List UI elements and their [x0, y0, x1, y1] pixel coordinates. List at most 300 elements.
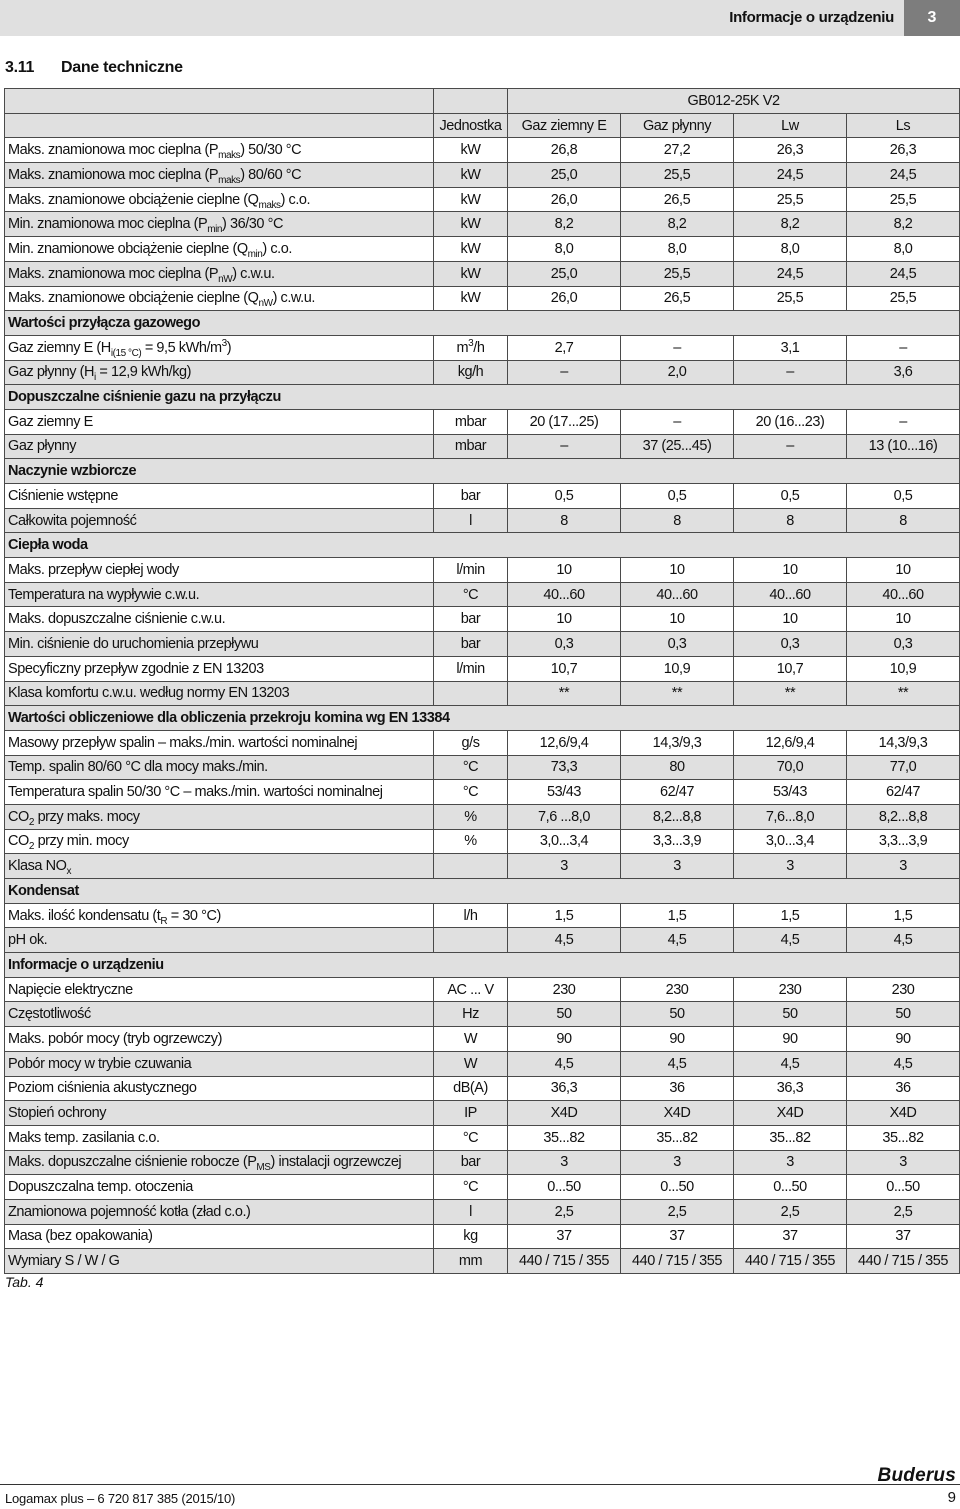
value-cell: –: [847, 409, 960, 434]
unit-cell: [434, 854, 508, 879]
unit-cell: kW: [434, 163, 508, 188]
parameter-label: [5, 138, 434, 163]
value-cell: 26,5: [621, 187, 734, 212]
value-cell: 25,0: [508, 261, 621, 286]
value-cell: 8: [734, 508, 847, 533]
value-cell: 4,5: [621, 1051, 734, 1076]
value-cell: 4,5: [508, 928, 621, 953]
value-cell: 40...60: [847, 582, 960, 607]
value-cell: 8,2...8,8: [847, 804, 960, 829]
text-part: Masa (bez opakowania): [8, 1228, 153, 1245]
parameter-label: [5, 730, 434, 755]
parameter-label: [5, 632, 434, 657]
parameter-label: [5, 335, 434, 360]
value-cell: X4D: [847, 1101, 960, 1126]
subscript: min: [247, 248, 263, 260]
parameter-label: [5, 1125, 434, 1150]
table-row: [5, 1150, 960, 1175]
subscript: x: [66, 866, 72, 878]
table-header-parameter: [5, 113, 434, 138]
table-row: [5, 582, 960, 607]
unit-cell: [434, 681, 508, 706]
parameter-label: [5, 286, 434, 311]
value-cell: 26,0: [508, 187, 621, 212]
text-part: Dopuszczalne ciśnienie gazu na przyłączu: [8, 389, 281, 406]
parameter-label: [5, 829, 434, 854]
value-cell: 3,0...3,4: [508, 829, 621, 854]
section-header-label: [5, 459, 960, 484]
subscript: maks: [218, 150, 241, 162]
value-cell: 3: [734, 1150, 847, 1175]
value-cell: 0,5: [847, 484, 960, 509]
section-header-row: [5, 953, 960, 978]
text-part: Maks. dopuszczalne ciśnienie c.w.u.: [8, 611, 226, 628]
text-part: Stopień ochrony: [8, 1105, 107, 1122]
section-header-row: [5, 459, 960, 484]
column-header-ls: Ls: [847, 113, 960, 138]
text-part: Gaz ziemny E (H: [8, 339, 111, 356]
value-cell: X4D: [621, 1101, 734, 1126]
table-row: [5, 829, 960, 854]
parameter-label: [5, 804, 434, 829]
table-row: [5, 780, 960, 805]
value-cell: 4,5: [847, 1051, 960, 1076]
text-part: /h: [473, 339, 485, 356]
column-header-natural-gas: Gaz ziemny E: [508, 113, 621, 138]
table-header-unit-spacer: [434, 89, 508, 114]
table-row: [5, 1199, 960, 1224]
value-cell: 36: [847, 1076, 960, 1101]
value-cell: 10,9: [847, 656, 960, 681]
table-row: [5, 558, 960, 583]
unit-cell: kW: [434, 138, 508, 163]
value-cell: 26,0: [508, 286, 621, 311]
section-header-row: [5, 311, 960, 336]
unit-cell: %: [434, 804, 508, 829]
value-cell: 40...60: [508, 582, 621, 607]
value-cell: **: [734, 681, 847, 706]
unit-cell: l/min: [434, 558, 508, 583]
value-cell: 50: [508, 1002, 621, 1027]
text-part: ) c.w.u.: [232, 265, 275, 282]
parameter-label: [5, 854, 434, 879]
parameter-label: [5, 1101, 434, 1126]
value-cell: 62/47: [621, 780, 734, 805]
value-cell: **: [847, 681, 960, 706]
value-cell: 25,5: [734, 187, 847, 212]
unit-cell: kW: [434, 187, 508, 212]
value-cell: 53/43: [734, 780, 847, 805]
text-part: ): [226, 339, 232, 356]
table-row: [5, 409, 960, 434]
table-row: [5, 261, 960, 286]
value-cell: 8,2: [847, 212, 960, 237]
text-part: ) c.w.u.: [272, 290, 315, 307]
unit-cell: bar: [434, 1150, 508, 1175]
unit-cell: g/s: [434, 730, 508, 755]
value-cell: 4,5: [508, 1051, 621, 1076]
buderus-logo: Buderus: [877, 1465, 956, 1486]
unit-cell: dB(A): [434, 1076, 508, 1101]
unit-cell: l/min: [434, 656, 508, 681]
text-part: Wartości obliczeniowe dla obliczenia przekroju komina wg EN 13384: [8, 710, 450, 727]
value-cell: 1,5: [621, 903, 734, 928]
value-cell: 25,5: [734, 286, 847, 311]
value-cell: 0,3: [508, 632, 621, 657]
value-cell: 37: [508, 1224, 621, 1249]
value-cell: 50: [621, 1002, 734, 1027]
subscript: R: [160, 915, 168, 927]
text-part: Ciepła woda: [8, 537, 88, 554]
text-part: = 9,5 kWh/m: [141, 339, 222, 356]
text-part: Ciśnienie wstępne: [8, 487, 119, 504]
unit-cell: bar: [434, 632, 508, 657]
value-cell: 440 / 715 / 355: [847, 1249, 960, 1274]
unit-cell: °C: [434, 582, 508, 607]
table-row: [5, 484, 960, 509]
value-cell: 8: [847, 508, 960, 533]
value-cell: 26,8: [508, 138, 621, 163]
text-part: Gaz płynny (H: [8, 364, 95, 381]
section-header-row: [5, 533, 960, 558]
unit-cell: mbar: [434, 434, 508, 459]
value-cell: 8,0: [734, 237, 847, 262]
value-cell: 3: [847, 854, 960, 879]
value-cell: 4,5: [734, 928, 847, 953]
text-part: Gaz płynny: [8, 438, 77, 455]
section-header-label: [5, 385, 960, 410]
unit-cell: l: [434, 1199, 508, 1224]
parameter-label: [5, 656, 434, 681]
value-cell: 35...82: [508, 1125, 621, 1150]
text-part: Min. ciśnienie do uruchomienia przepływu: [8, 635, 259, 652]
header-section-title: Informacje o urządzeniu: [729, 9, 894, 26]
table-row: [5, 1076, 960, 1101]
text-part: Maks. przepływ ciepłej wody: [8, 561, 179, 578]
value-cell: 90: [508, 1027, 621, 1052]
text-part: Kondensat: [8, 882, 79, 899]
unit-cell: kW: [434, 212, 508, 237]
value-cell: 7,6...8,0: [734, 804, 847, 829]
text-part: Poziom ciśnienia akustycznego: [8, 1080, 197, 1097]
value-cell: 230: [734, 977, 847, 1002]
value-cell: 8,0: [621, 237, 734, 262]
table-row: [5, 212, 960, 237]
value-cell: 24,5: [734, 163, 847, 188]
unit-cell: bar: [434, 484, 508, 509]
value-cell: 2,5: [734, 1199, 847, 1224]
text-part: Maks. znamionowe obciążenie cieplne (Q: [8, 191, 259, 208]
section-header-label: [5, 533, 960, 558]
value-cell: 35...82: [621, 1125, 734, 1150]
value-cell: 37: [734, 1224, 847, 1249]
section-header-row: [5, 879, 960, 904]
value-cell: 26,3: [847, 138, 960, 163]
value-cell: 8,2: [621, 212, 734, 237]
value-cell: 40...60: [734, 582, 847, 607]
text-part: Informacje o urządzeniu: [8, 956, 164, 973]
table-row: [5, 508, 960, 533]
value-cell: 13 (10...16): [847, 434, 960, 459]
text-part: Min. znamionowa moc cieplna (P: [8, 216, 208, 233]
value-cell: –: [734, 434, 847, 459]
text-part: ) c.o.: [280, 191, 311, 208]
text-part: Całkowita pojemność: [8, 512, 137, 529]
text-part: Klasa komfortu c.w.u. według normy EN 13203: [8, 685, 290, 702]
table-row: [5, 1027, 960, 1052]
table-row: [5, 187, 960, 212]
value-cell: 0,5: [734, 484, 847, 509]
text-part: ) instalacji ogrzewczej: [270, 1154, 402, 1171]
table-row: [5, 854, 960, 879]
value-cell: 10,7: [734, 656, 847, 681]
value-cell: 36,3: [508, 1076, 621, 1101]
value-cell: 25,5: [847, 286, 960, 311]
value-cell: 10: [508, 558, 621, 583]
text-part: ) 50/30 °C: [240, 142, 302, 159]
value-cell: 3: [621, 1150, 734, 1175]
value-cell: 2,7: [508, 335, 621, 360]
table-model-header-row: [5, 89, 960, 114]
section-header-row: [5, 385, 960, 410]
text-part: Częstotliwość: [8, 1006, 91, 1023]
value-cell: 25,0: [508, 163, 621, 188]
table-row: [5, 1125, 960, 1150]
value-cell: 8,2: [734, 212, 847, 237]
value-cell: 4,5: [847, 928, 960, 953]
page-header-bar: [0, 0, 960, 36]
section-heading: [5, 56, 183, 80]
value-cell: 80: [621, 755, 734, 780]
value-cell: 4,5: [734, 1051, 847, 1076]
value-cell: 77,0: [847, 755, 960, 780]
text-part: Maks. znamionowe obciążenie cieplne (Q: [8, 290, 259, 307]
parameter-label: [5, 1249, 434, 1274]
page-number: 9: [947, 1489, 956, 1506]
value-cell: 3: [734, 854, 847, 879]
section-header-row: [5, 706, 960, 731]
table-caption: Tab. 4: [5, 1274, 44, 1290]
value-cell: –: [621, 409, 734, 434]
parameter-label: [5, 360, 434, 385]
value-cell: 35...82: [734, 1125, 847, 1150]
subscript: nW: [218, 273, 233, 285]
value-cell: 0,3: [734, 632, 847, 657]
value-cell: 14,3/9,3: [621, 730, 734, 755]
value-cell: 24,5: [847, 163, 960, 188]
value-cell: 0...50: [508, 1175, 621, 1200]
table-row: [5, 928, 960, 953]
text-part: CO: [8, 833, 29, 850]
value-cell: 0,3: [847, 632, 960, 657]
text-part: Dopuszczalna temp. otoczenia: [8, 1179, 193, 1196]
value-cell: 10: [847, 607, 960, 632]
unit-cell: °C: [434, 780, 508, 805]
value-cell: 3: [508, 1150, 621, 1175]
value-cell: 10: [734, 558, 847, 583]
table-row: [5, 804, 960, 829]
parameter-label: [5, 928, 434, 953]
value-cell: 1,5: [508, 903, 621, 928]
value-cell: 26,5: [621, 286, 734, 311]
value-cell: 3,0...3,4: [734, 829, 847, 854]
parameter-label: [5, 755, 434, 780]
parameter-label: [5, 237, 434, 262]
parameter-label: [5, 434, 434, 459]
table-row: [5, 730, 960, 755]
value-cell: 37 (25...45): [621, 434, 734, 459]
value-cell: 10: [621, 558, 734, 583]
text-part: Napięcie elektryczne: [8, 981, 133, 998]
value-cell: 2,5: [508, 1199, 621, 1224]
parameter-label: [5, 1027, 434, 1052]
unit-cell: kW: [434, 286, 508, 311]
unit-cell: [434, 928, 508, 953]
value-cell: 3,1: [734, 335, 847, 360]
value-cell: 10: [734, 607, 847, 632]
value-cell: 8,2: [508, 212, 621, 237]
table-row: [5, 286, 960, 311]
parameter-label: [5, 607, 434, 632]
table-row: [5, 434, 960, 459]
table-row: [5, 335, 960, 360]
value-cell: 25,5: [621, 163, 734, 188]
value-cell: 62/47: [847, 780, 960, 805]
unit-cell: mm: [434, 1249, 508, 1274]
value-cell: 2,0: [621, 360, 734, 385]
value-cell: 12,6/9,4: [508, 730, 621, 755]
value-cell: 36,3: [734, 1076, 847, 1101]
subscript: i: [94, 372, 96, 384]
value-cell: 3: [621, 854, 734, 879]
table-row: [5, 656, 960, 681]
table-row: [5, 1101, 960, 1126]
unit-cell: [434, 335, 508, 360]
value-cell: 26,3: [734, 138, 847, 163]
value-cell: 3,3...3,9: [847, 829, 960, 854]
unit-cell: kg: [434, 1224, 508, 1249]
value-cell: 0...50: [847, 1175, 960, 1200]
value-cell: 10,9: [621, 656, 734, 681]
text-part: Specyficzny przepływ zgodnie z EN 13203: [8, 660, 264, 677]
value-cell: 8: [508, 508, 621, 533]
table-row: [5, 1249, 960, 1274]
parameter-label: [5, 903, 434, 928]
text-part: Masowy przepływ spalin – maks./min. wartości nominalnej: [8, 734, 358, 751]
text-part: Maks. znamionowa moc cieplna (P: [8, 142, 219, 159]
unit-cell: l/h: [434, 903, 508, 928]
parameter-label: [5, 1175, 434, 1200]
text-part: Maks. ilość kondensatu (t: [8, 907, 161, 924]
parameter-label: [5, 409, 434, 434]
table-row: [5, 607, 960, 632]
section-number: 3.11: [5, 59, 35, 76]
text-part: Gaz ziemny E: [8, 413, 93, 430]
text-part: Naczynie wzbiorcze: [8, 463, 137, 480]
text-part: Min. znamionowe obciążenie cieplne (Q: [8, 240, 248, 257]
value-cell: 4,5: [621, 928, 734, 953]
value-cell: 90: [621, 1027, 734, 1052]
parameter-label: [5, 261, 434, 286]
text-part: ) 80/60 °C: [240, 166, 302, 183]
table-row: [5, 681, 960, 706]
table-row: [5, 755, 960, 780]
value-cell: 440 / 715 / 355: [621, 1249, 734, 1274]
parameter-label: [5, 187, 434, 212]
unit-cell: W: [434, 1051, 508, 1076]
text-part: CO: [8, 808, 29, 825]
value-cell: 0,5: [621, 484, 734, 509]
value-cell: 3,3...3,9: [621, 829, 734, 854]
value-cell: 230: [847, 977, 960, 1002]
text-part: Temp. spalin 80/60 °C dla mocy maks./min.: [8, 759, 268, 776]
table-row: [5, 138, 960, 163]
text-part: Pobór mocy w trybie czuwania: [8, 1055, 192, 1072]
table-header-corner: [5, 89, 434, 114]
section-header-label: [5, 879, 960, 904]
table-row: [5, 1175, 960, 1200]
value-cell: 440 / 715 / 355: [734, 1249, 847, 1274]
value-cell: 35...82: [847, 1125, 960, 1150]
value-cell: 37: [847, 1224, 960, 1249]
footer-divider: [0, 1484, 960, 1485]
text-part: Maks. dopuszczalne ciśnienie robocze (P: [8, 1154, 257, 1171]
value-cell: 1,5: [734, 903, 847, 928]
table-row: [5, 163, 960, 188]
value-cell: 7,6 ...8,0: [508, 804, 621, 829]
parameter-label: [5, 508, 434, 533]
value-cell: 27,2: [621, 138, 734, 163]
column-header-lpg: Gaz płynny: [621, 113, 734, 138]
value-cell: 2,5: [847, 1199, 960, 1224]
value-cell: 20 (17...25): [508, 409, 621, 434]
text-part: pH ok.: [8, 932, 48, 949]
text-part: = 30 °C): [167, 907, 221, 924]
parameter-label: [5, 1199, 434, 1224]
table-column-header-row: [5, 113, 960, 138]
subscript: 2: [28, 816, 34, 828]
unit-cell: °C: [434, 1125, 508, 1150]
parameter-label: [5, 681, 434, 706]
value-cell: –: [847, 335, 960, 360]
value-cell: –: [508, 434, 621, 459]
text-part: Maks. pobór mocy (tryb ogrzewczy): [8, 1030, 222, 1047]
model-name: GB012-25K V2: [508, 89, 960, 114]
value-cell: 230: [508, 977, 621, 1002]
table-row: [5, 1051, 960, 1076]
value-cell: 3: [847, 1150, 960, 1175]
table-row: [5, 632, 960, 657]
value-cell: 10: [621, 607, 734, 632]
table-row: [5, 977, 960, 1002]
value-cell: 24,5: [734, 261, 847, 286]
unit-cell: °C: [434, 755, 508, 780]
text-part: przy maks. mocy: [33, 808, 140, 825]
unit-cell: %: [434, 829, 508, 854]
text-part: ) c.o.: [262, 240, 292, 257]
subscript: i(15 °C): [110, 347, 142, 359]
text-part: przy min. mocy: [33, 833, 129, 850]
value-cell: 440 / 715 / 355: [508, 1249, 621, 1274]
value-cell: 37: [621, 1224, 734, 1249]
value-cell: 3,6: [847, 360, 960, 385]
table-row: [5, 903, 960, 928]
value-cell: 25,5: [847, 187, 960, 212]
value-cell: 1,5: [847, 903, 960, 928]
value-cell: 40...60: [621, 582, 734, 607]
value-cell: X4D: [734, 1101, 847, 1126]
value-cell: 10: [847, 558, 960, 583]
